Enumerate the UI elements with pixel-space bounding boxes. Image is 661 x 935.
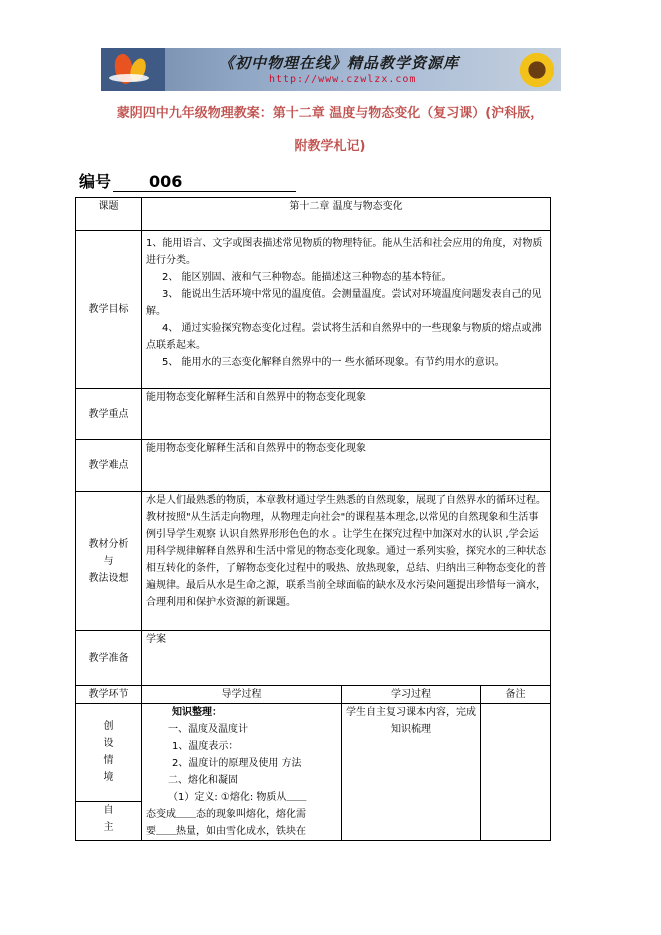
row-preparation [76,631,551,686]
banner-title: 《初中物理在线》精品教学资源库 [219,54,460,72]
guide-line: （1）定义: ①熔化: 物质从＿＿ [168,792,307,803]
goal-item: 3、 能说出生活环境中常见的温度值。会测量温度。尝试对环境温度问题发表自己的见解。 [146,289,542,317]
learning-process: 学生自主复习课本内容，完成知识梳理 [342,704,481,841]
stage-label-self: 自 主 [76,801,142,840]
guide-line: 态变成＿＿态的现象叫熔化，熔化需 [146,809,306,820]
row-column-headers [76,686,551,704]
row-analysis [76,492,551,631]
document-title-line2: 附教学札记) [294,139,366,154]
goal-item: 2、 能区别固、液和气三种物态。能描述这三种物态的基本特征。 [162,272,452,283]
guide-line: 要＿＿热量，如由雪化成水，铁块在 [146,826,306,837]
row-stage-intro [76,704,551,802]
row-goals [76,231,551,389]
key-points-value: 能用物态变化解释生活和自然界中的物态变化现象 [142,389,551,440]
document-title-line1: 蒙阴四中九年级物理教案：第十二章 温度与物态变化（复习课）(沪科版， [116,106,544,121]
column-header: 学习过程 [342,686,481,704]
column-header: 教学环节 [76,686,142,704]
analysis-label: 教材分析 与 教法设想 [76,492,142,631]
topic-label: 课题 [76,198,142,231]
guide-line: 一、温度及温度计 [168,724,248,735]
goal-item: 4、 通过实验探究物态变化过程。尝试将生活和自然界中的一些现象与物质的熔点或沸点联系起来。 [146,323,542,351]
serial-label: 编号 [79,172,112,191]
goals-content [142,231,551,389]
goals-label: 教学目标 [76,231,142,389]
row-key-points [76,389,551,440]
site-logo [101,48,165,91]
guide-process [142,704,342,841]
topic-value: 第十二章 温度与物态变化 [142,198,551,231]
sunflower-icon [517,50,557,90]
column-header: 备注 [481,686,551,704]
serial-value: 006 [113,172,296,192]
knowledge-heading: 知识整理： [172,707,222,718]
difficulties-label: 教学难点 [76,440,142,492]
site-banner [101,48,561,91]
guide-line: 2、温度计的原理及使用 方法 [172,758,302,769]
key-points-label: 教学重点 [76,389,142,440]
preparation-value: 学案 [142,631,551,686]
stage-label-intro: 创 设 情 境 [76,704,142,802]
analysis-value: 水是人们最熟悉的物质，本章教材通过学生熟悉的自然现象，展现了自然界水的循环过程。教材按照"从生活走向物理，从物理走向社会"的课程基本理念,以常见的自然现象和生活事例引导学生观察 认识自然界形形色色的水 。让学生在探究过程中加深对水的认识 ,学会运用科学规律解释自然界和生活中常见的物态变化现象。通过一系列实验，探究水的三种状态相互转化的条件，了解物态变化过程中的吸热、放热现象，总结、归纳出三种物态变化的普遍规律。最后从水是生命之源，联系当前全球面临的缺水及水污染问题提出珍惜每一滴水，合理利用和保护水资源的新课题。 [142,492,551,631]
difficulties-value: 能用物态变化解释生活和自然界中的物态变化现象 [142,440,551,492]
serial-number [79,169,296,192]
goal-item: 1、能用语言、文字或图表描述常见物质的物理特征。能从生活和社会应用的角度，对物质进行分类。 [146,238,543,266]
banner-url[interactable]: http://www.czwlzx.com [269,74,417,85]
row-topic [76,198,551,231]
row-difficulties [76,440,551,492]
lesson-plan-table [75,197,551,841]
remarks-cell [481,704,551,841]
goal-item: 5、 能用水的三态变化解释自然界中的一 些水循环现象。有节约用水的意识。 [162,357,505,368]
guide-line: 1、温度表示： [172,741,239,752]
column-header: 导学过程 [142,686,342,704]
guide-line: 二、熔化和凝固 [168,775,238,786]
preparation-label: 教学准备 [76,631,142,686]
